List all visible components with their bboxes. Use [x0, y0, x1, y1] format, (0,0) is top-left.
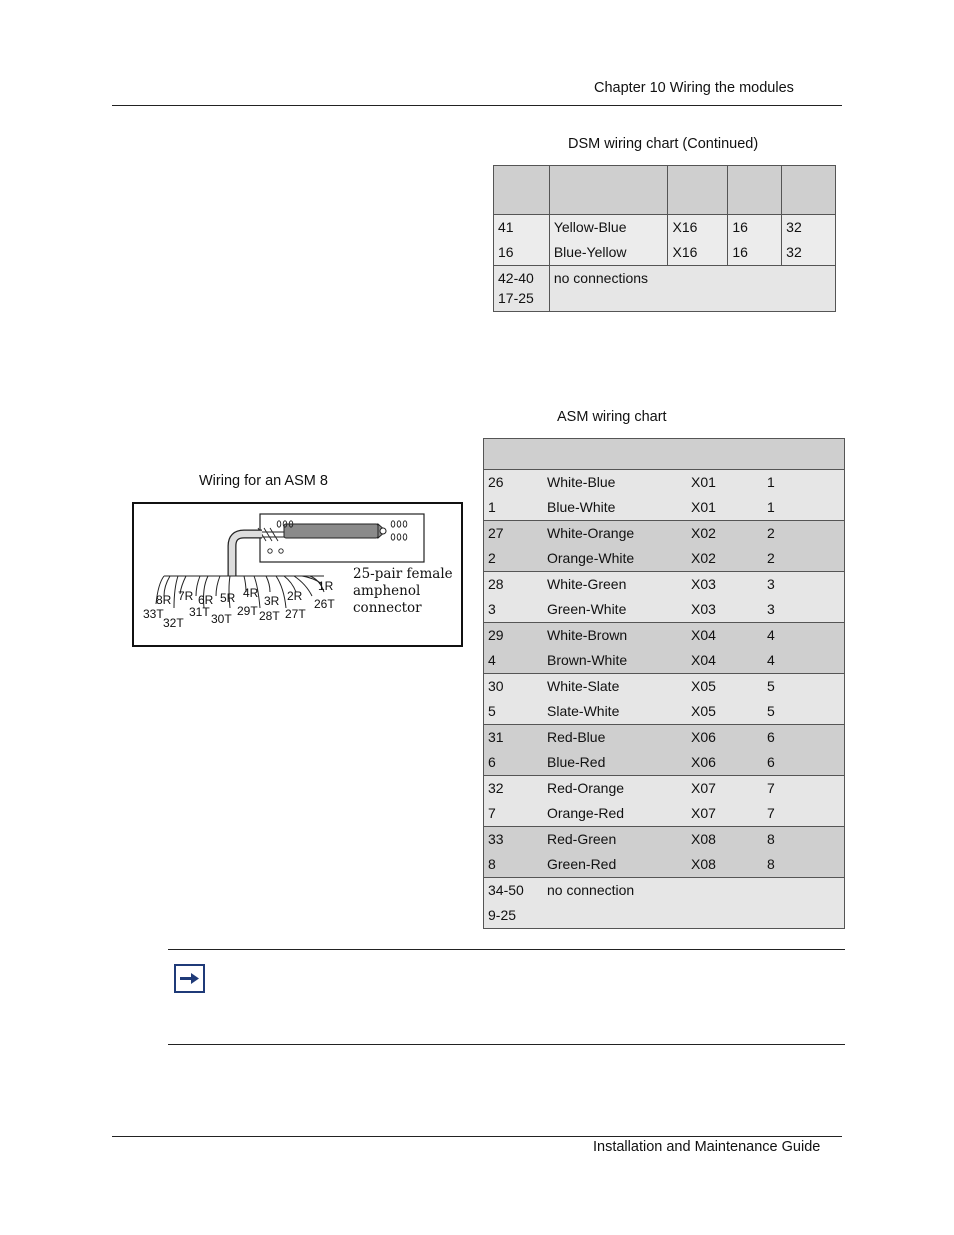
dsm-col-b: 32 — [786, 219, 802, 235]
asm-line — [484, 495, 844, 520]
table-row — [484, 776, 844, 827]
dsm-table-header-row — [494, 166, 836, 215]
table-row — [484, 674, 844, 725]
asm-cross: X01 — [691, 474, 716, 490]
dsm-no-connection-text: no connections — [553, 270, 649, 286]
footer-rule — [112, 1136, 842, 1137]
table-row — [494, 266, 836, 312]
figure-caption: Wiring for an ASM 8 — [199, 473, 328, 489]
pin-label-29t: 29T — [237, 604, 258, 618]
asm-cross: X04 — [691, 652, 716, 668]
asm-port: 3 — [767, 601, 775, 617]
dsm-col-b: 32 — [786, 244, 802, 260]
asm-cross: X02 — [691, 525, 716, 541]
asm-port: 2 — [767, 525, 775, 541]
asm-port: 5 — [767, 678, 775, 694]
asm-color: Blue-Red — [547, 754, 606, 770]
pin-label-2r: 2R — [287, 589, 303, 603]
dsm-col-a: 16 — [732, 219, 748, 235]
asm-pin: 7 — [488, 805, 496, 821]
dsm-color: Blue-Yellow — [553, 244, 627, 260]
asm-color: White-Blue — [547, 474, 616, 490]
asm-line — [484, 521, 844, 546]
pin-label-28t: 28T — [259, 609, 280, 623]
asm-pin: 5 — [488, 703, 496, 719]
connector-label-line-2: amphenol — [353, 583, 421, 599]
asm-color: Red-Orange — [547, 780, 625, 796]
dsm-pin: 41 — [498, 219, 514, 235]
asm-pin: 6 — [488, 754, 496, 770]
asm-line — [484, 470, 844, 495]
asm-color: Orange-Red — [547, 805, 625, 821]
pin-label-1r: 1R — [318, 579, 334, 593]
asm-line — [484, 750, 844, 775]
asm-color: Red-Blue — [547, 729, 606, 745]
asm-line — [484, 776, 844, 801]
note-bottom-rule — [168, 1044, 845, 1045]
asm-port: 2 — [767, 550, 775, 566]
pin-label-32t: 32T — [163, 616, 184, 630]
asm-color: White-Brown — [547, 627, 628, 643]
pin-label-27t: 27T — [285, 607, 306, 621]
asm-color: White-Green — [547, 576, 627, 592]
dsm-pin-cell — [494, 215, 550, 266]
asm-color: no connection — [547, 882, 635, 898]
asm-color: Green-White — [547, 601, 627, 617]
asm-port: 4 — [767, 652, 775, 668]
asm-cross: X04 — [691, 627, 716, 643]
dsm-col-a: 16 — [732, 244, 748, 260]
asm-pin: 28 — [488, 576, 504, 592]
asm-cross: X06 — [691, 729, 716, 745]
asm-cross: X07 — [691, 780, 716, 796]
pin-label-6r: 6R — [198, 593, 214, 607]
asm-pin: 8 — [488, 856, 496, 872]
asm-pin: 30 — [488, 678, 504, 694]
asm-line — [484, 852, 844, 877]
asm-wiring-table — [483, 438, 845, 929]
dsm-cross: X16 — [672, 219, 698, 235]
asm-port: 7 — [767, 805, 775, 821]
header-rule — [112, 105, 842, 106]
asm-pin: 26 — [488, 474, 504, 490]
dsm-pin-cell — [494, 266, 550, 312]
asm-line — [484, 878, 844, 903]
asm-port: 8 — [767, 856, 775, 872]
asm-chart-caption: ASM wiring chart — [557, 409, 667, 425]
asm-port: 1 — [767, 499, 775, 515]
asm8-wiring-figure — [132, 502, 463, 647]
table-row — [484, 878, 844, 928]
connector-label-line-1: 25-pair female — [353, 566, 453, 582]
note-top-rule — [168, 949, 845, 950]
dsm-cross-cell — [668, 215, 728, 266]
table-row — [494, 215, 836, 266]
asm-cross: X07 — [691, 805, 716, 821]
asm-color: Blue-White — [547, 499, 616, 515]
table-row — [484, 521, 844, 572]
pin-label-26t: 26T — [314, 597, 335, 611]
pin-label-33t: 33T — [143, 607, 164, 621]
pin-label-30t: 30T — [211, 612, 232, 626]
dsm-pin: 17-25 — [498, 290, 534, 306]
pin-label-5r: 5R — [220, 591, 236, 605]
asm-pin: 4 — [488, 652, 496, 668]
asm-pin: 31 — [488, 729, 504, 745]
asm-line — [484, 674, 844, 699]
dsm-header-cell — [668, 166, 728, 215]
asm-cross: X08 — [691, 831, 716, 847]
asm-port: 6 — [767, 729, 775, 745]
dsm-color: Yellow-Blue — [553, 219, 627, 235]
asm-color: White-Orange — [547, 525, 635, 541]
asm-port: 8 — [767, 831, 775, 847]
dsm-col-a-cell — [728, 215, 782, 266]
asm-cross: X03 — [691, 601, 716, 617]
asm-cross: X08 — [691, 856, 716, 872]
guide-footer: Installation and Maintenance Guide — [593, 1139, 821, 1155]
asm-pin: 33 — [488, 831, 504, 847]
asm-line — [484, 699, 844, 724]
table-row — [484, 623, 844, 674]
asm-color: White-Slate — [547, 678, 620, 694]
asm-line — [484, 827, 844, 852]
asm-port: 4 — [767, 627, 775, 643]
asm-line — [484, 546, 844, 571]
dsm-pin: 42-40 — [498, 270, 534, 286]
asm-color: Slate-White — [547, 703, 620, 719]
dsm-wiring-table — [493, 165, 836, 312]
pin-label-4r: 4R — [243, 586, 259, 600]
asm-cross: X05 — [691, 678, 716, 694]
table-row — [484, 725, 844, 776]
asm-line — [484, 648, 844, 673]
chapter-header: Chapter 10 Wiring the modules — [594, 80, 794, 96]
dsm-header-cell — [549, 166, 668, 215]
dsm-cross: X16 — [672, 244, 698, 260]
dsm-header-cell — [782, 166, 836, 215]
dsm-pin: 16 — [498, 244, 514, 260]
asm-table-body — [484, 470, 844, 928]
asm-color: Green-Red — [547, 856, 617, 872]
asm-color: Red-Green — [547, 831, 617, 847]
asm-line — [484, 597, 844, 622]
asm-pin: 27 — [488, 525, 504, 541]
asm-port: 7 — [767, 780, 775, 796]
pin-label-31t: 31T — [189, 605, 210, 619]
asm-cross: X01 — [691, 499, 716, 515]
table-row — [484, 572, 844, 623]
pin-label-7r: 7R — [178, 589, 194, 603]
asm-port: 1 — [767, 474, 775, 490]
asm-line — [484, 903, 844, 928]
asm-pin: 32 — [488, 780, 504, 796]
dsm-chart-caption: DSM wiring chart (Continued) — [568, 136, 759, 152]
asm-port: 3 — [767, 576, 775, 592]
asm-pin: 2 — [488, 550, 496, 566]
arrow-right-icon — [174, 964, 205, 993]
asm-cross: X03 — [691, 576, 716, 592]
asm-pin: 29 — [488, 627, 504, 643]
dsm-header-cell — [494, 166, 550, 215]
dsm-no-connection-cell — [549, 266, 835, 312]
asm-table-header-row — [484, 439, 844, 470]
asm-cross: X05 — [691, 703, 716, 719]
table-row — [484, 827, 844, 878]
asm-port: 5 — [767, 703, 775, 719]
connector-label-line-3: connector — [353, 600, 422, 616]
asm-color: Brown-White — [547, 652, 628, 668]
dsm-col-b-cell — [782, 215, 836, 266]
asm-pin: 9-25 — [488, 907, 517, 923]
pin-label-3r: 3R — [264, 594, 280, 608]
asm-line — [484, 725, 844, 750]
asm-pin: 34-50 — [488, 882, 524, 898]
asm-pin: 3 — [488, 601, 496, 617]
asm-cross: X06 — [691, 754, 716, 770]
asm-line — [484, 623, 844, 648]
dsm-color-cell — [549, 215, 668, 266]
asm-color: Orange-White — [547, 550, 635, 566]
pin-label-8r: 8R — [156, 593, 172, 607]
dsm-header-cell — [728, 166, 782, 215]
asm-port: 6 — [767, 754, 775, 770]
asm-line — [484, 572, 844, 597]
table-row — [484, 470, 844, 521]
asm-line — [484, 801, 844, 826]
asm-cross: X02 — [691, 550, 716, 566]
asm-pin: 1 — [488, 499, 496, 515]
